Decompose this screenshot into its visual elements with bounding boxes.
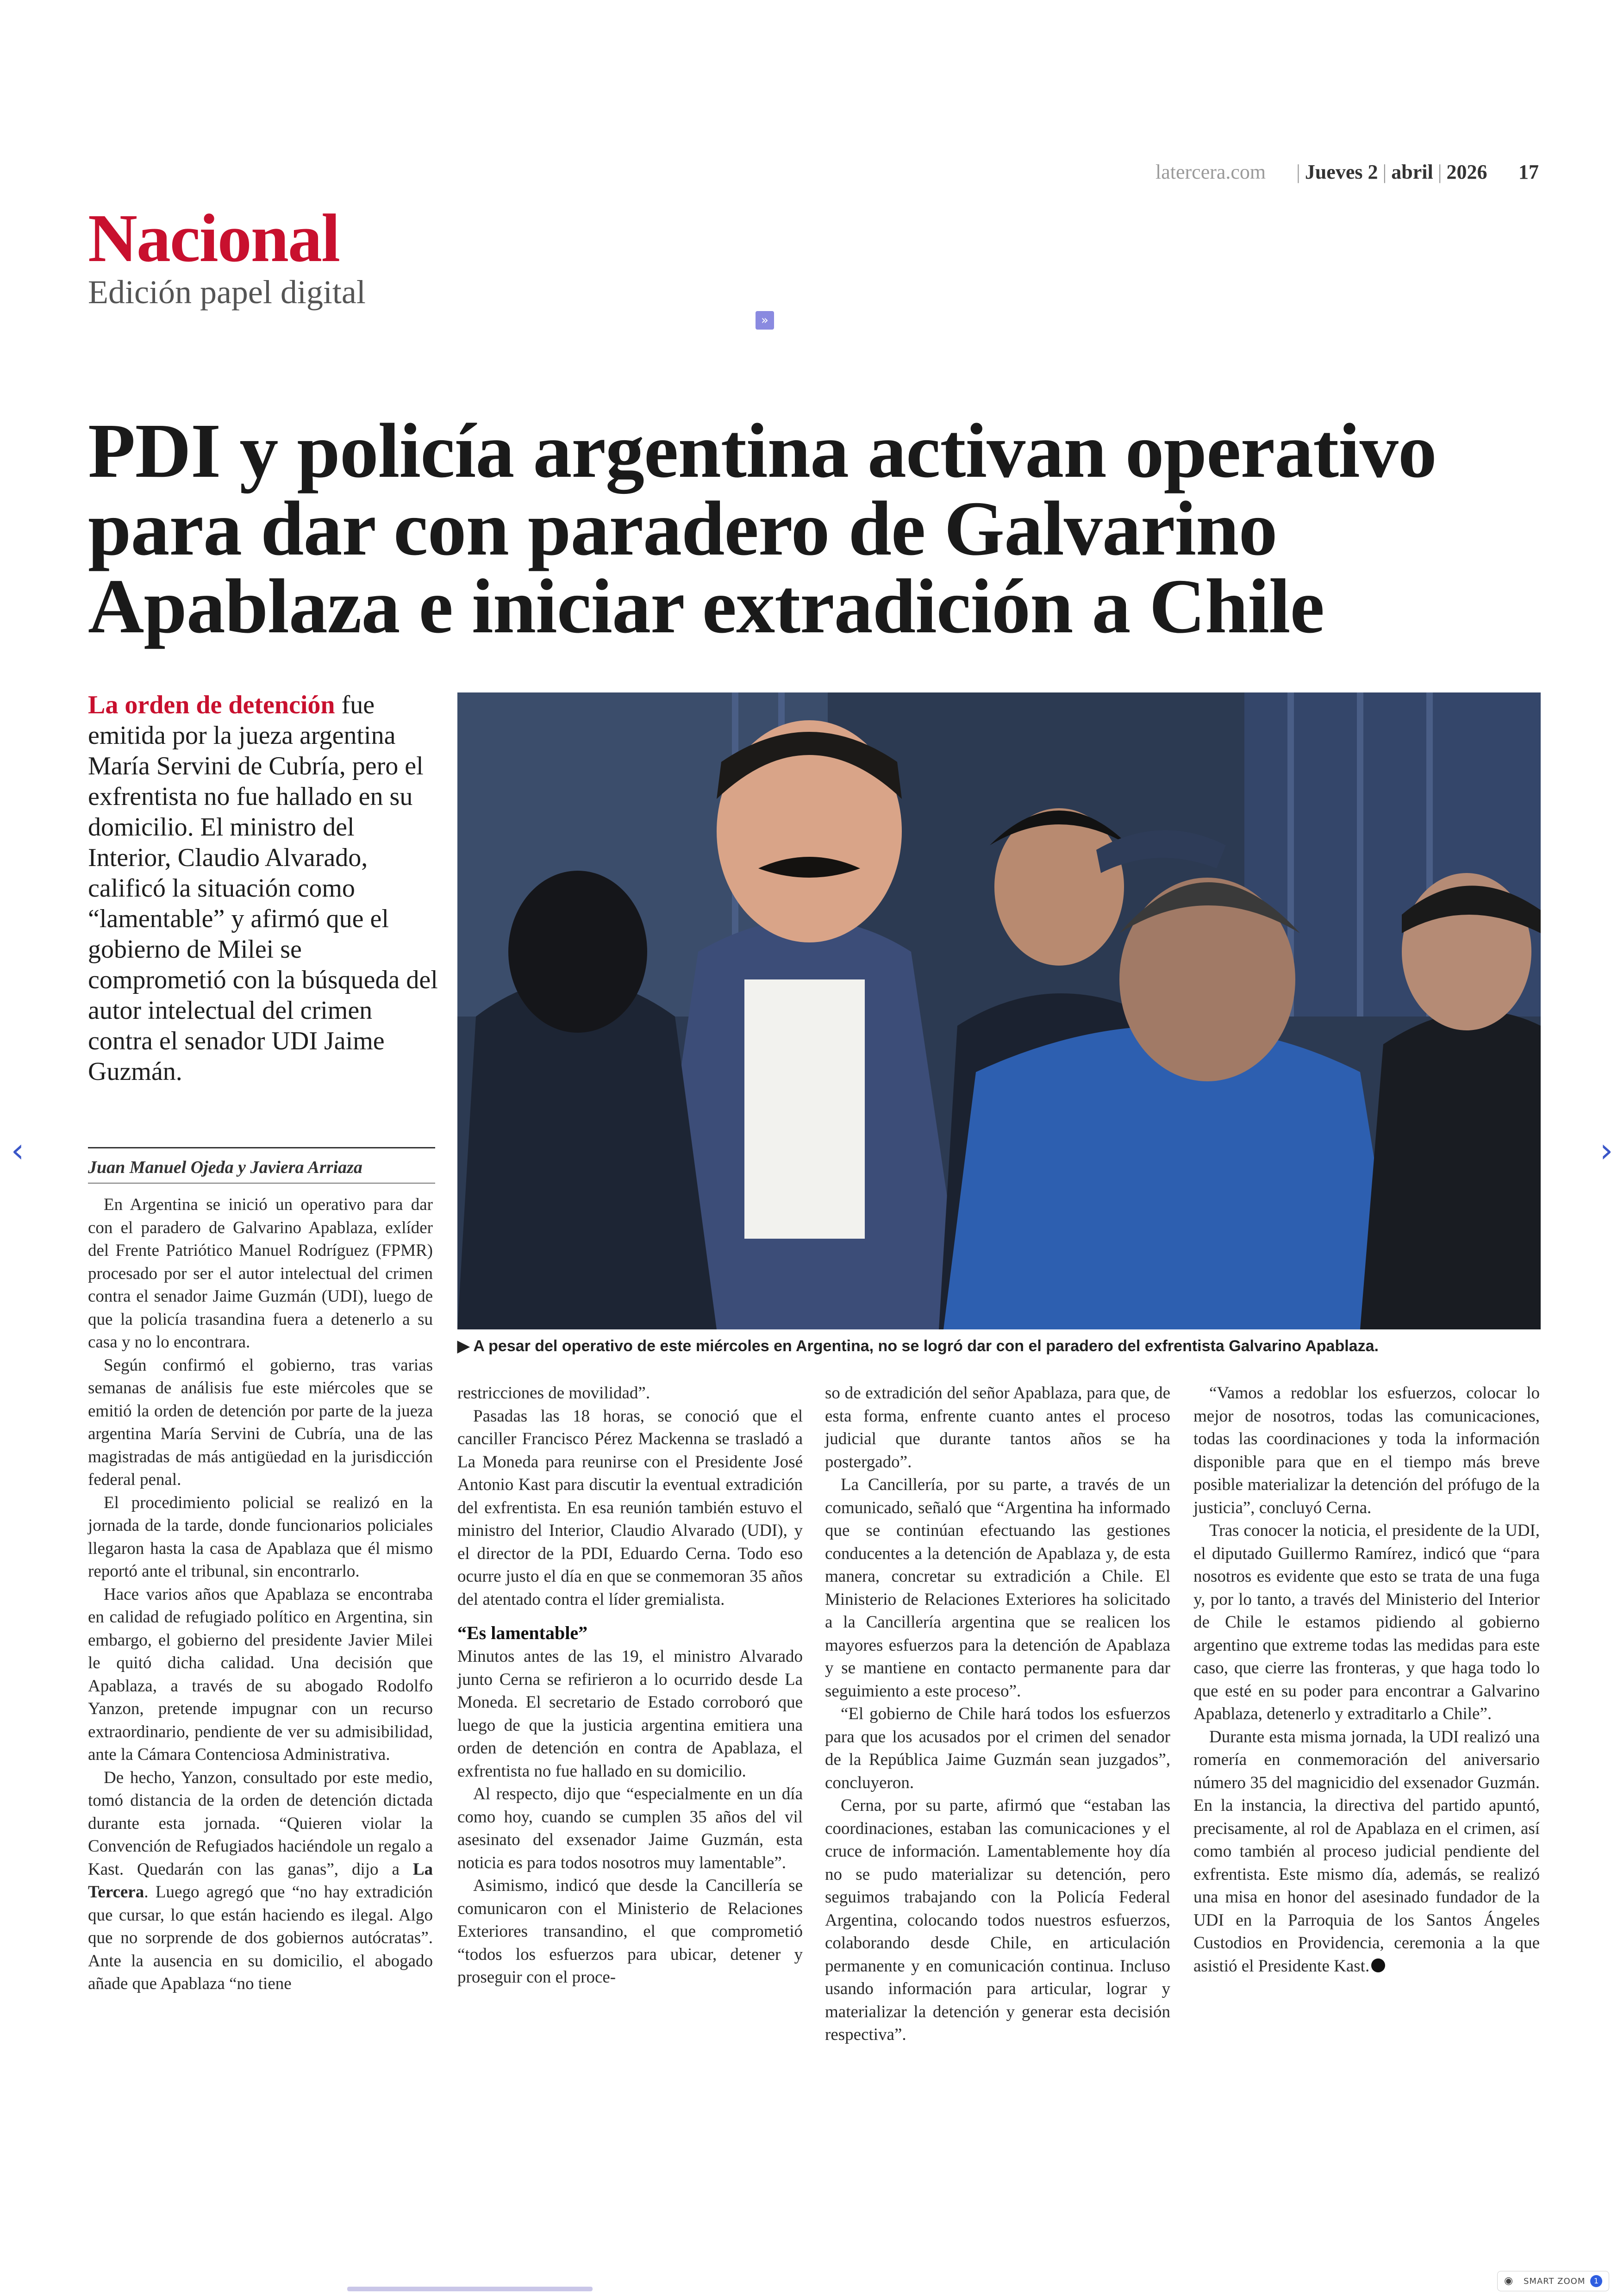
paragraph: En Argentina se inició un operativo para dar con el paradero de Galvarino Apablaza, exlíder del Frente Patriótico Manuel Rodríguez (FPMR) procesado por ser el autor intelectual del crimen contra el senador Jaime Guzmán (UDI), luego de que la policía trasandina fuera a detenerlo a su casa y no lo encontrara. — [88, 1195, 433, 1352]
lead-text: fue emitida por la jueza argentina María Servini de Cubría, pero el exfrentista no fue hallado en su domicilio. El ministro del Interior, Claudio Alvarado, calificó la situación como “lamentable” y afirmó que el gobierno de Milei se comprometió con la búsqueda del autor intelectual del crimen contra el senador UDI Jaime Guzmán. — [88, 691, 438, 1086]
article-column-1 — [88, 1193, 433, 1996]
eye-icon: ◉ — [1504, 2275, 1513, 2287]
chevron-left-icon[interactable]: ‹ — [11, 1131, 25, 1170]
paragraph — [1193, 1726, 1540, 1978]
smart-zoom-button[interactable] — [1497, 2271, 1609, 2291]
newspaper-name: La Tercera — [88, 1859, 433, 1902]
article-lead — [88, 690, 440, 1087]
paragraph: “El gobierno de Chile hará todos los esfuerzos para que los acusados por el crimen del senador de la República Jaime Guzmán sean juzgados”, concluyeron. — [825, 1704, 1170, 1792]
paragraph: Asimismo, indicó que desde la Cancillería se comunicaron con el Ministerio de Relaciones Exteriores transandino, el que comprometió “todos los esfuerzos para ubicar, detener y proseguir con el proce- — [457, 1876, 803, 1987]
paragraph: Cerna, por su parte, afirmó que “estaban las coordinaciones, estaban las comunicaciones y el cruce de información. Lamentablemente hoy día no se pudo materializar su detención, pero seguimos trabajando con la Policía Federal Argentina, colocando todos nuestros esfuerzos, colaborando desde Chile, en articulación permanente y en comunicación continua. Incluso usando información para articular, lograr y materializar la detención y generar esta decisión respectiva”. — [825, 1796, 1170, 2044]
paragraph: “Vamos a redoblar los esfuerzos, colocar lo mejor de nosotros, todas las comunicaciones, todas las coordinaciones y toda la información disponible para que en el tiempo más breve posible materializar la detención del prófugo de la justicia”, concluyó Cerna. — [1193, 1384, 1540, 1517]
divider — [88, 1147, 435, 1148]
paragraph-text: De hecho, Yanzon, consultado por este medio, tomó distancia de la orden de detención dictada durante esta jornada. “Quieren violar la Convención de Refugiados haciéndole un regalo a Kast. Quedarán con las ganas”, dijo a — [88, 1768, 433, 1879]
paragraph: La Cancillería, por su parte, a través de un comunicado, señaló que “Argentina ha informado que se continúan efectuando las gestiones conducentes a la detención de Apablaza y, de esta manera, concretar su extradición a Chile. El Ministerio de Relaciones Exteriores ha solicitado a la Cancillería argentina que se realicen los mayores esfuerzos para la detención de Apablaza y se mantiene en contacto permanente para dar seguimiento a este proceso”. — [825, 1475, 1170, 1701]
edition-subtitle: Edición papel digital — [88, 274, 366, 311]
paragraph-text: Durante esta misma jornada, la UDI realizó una romería en conmemoración del aniversario número 35 del magnicidio del exsenador Guzmán. En la instancia, la directiva del partido apuntó, precisamente, al rol de Apablaza en el crimen, así como también al proceso judicial pendiente del exfrentista. Este mismo día, además, se realizó una misa en honor del asesinado fundador de la UDI en la Parroquia de los Santos Ángeles Custodios en Providencia, ceremonia a la que asistió el Presidente Kast. — [1193, 1727, 1540, 1976]
subheading: “Es lamentable” — [457, 1622, 588, 1643]
issue-date: | Jueves 2 | abril | 2026 — [1296, 161, 1487, 183]
paragraph: Hace varios años que Apablaza se encontraba en calidad de refugiado político en Argentina, sin embargo, el gobierno del presidente Javier Milei le quitó dicha calidad. Una decisión que Apablaza, a través de su abogado Rodolfo Yanzon, pretende impugnar con un recurso extraordinario, pendiente de ver su admisibilidad, ante la Cámara Contenciosa Administrativa. — [88, 1584, 433, 1764]
paragraph: so de extradición del señor Apablaza, para que, de esta forma, enfrente cuanto antes el proceso judicial que durante tantos años se ha postergado”. — [825, 1384, 1170, 1472]
paragraph: restricciones de movilidad”. — [457, 1384, 650, 1403]
chevron-right-icon[interactable]: › — [1599, 1131, 1613, 1170]
paragraph — [88, 1766, 433, 1996]
byline: Juan Manuel Ojeda y Javiera Arriaza — [88, 1158, 362, 1177]
year: 2026 — [1446, 161, 1487, 183]
article-headline: PDI y policía argentina activan operativo para dar con paradero de Galvarino Apablaza e iniciar extradición a Chile — [88, 408, 1437, 649]
paragraph: Tras conocer la noticia, el presidente de la UDI, el diputado Guillermo Ramírez, indicó que “para nosotros es evidente que esto se trata de una fuga y, por lo tanto, a través del Ministerio del Interior de Chile le estamos pidiendo al gobierno argentino que extreme todas las medidas para este caso, que cierre las fronteras, y que haga todo lo que esté en su poder para encontrar a Galvarino Apablaza, detenerlo y extraditarlo a Chile”. — [1193, 1521, 1540, 1723]
article-column-2 — [457, 1382, 803, 1989]
page-scroll-indicator[interactable] — [347, 2287, 593, 2291]
weekday: Jueves 2 — [1305, 161, 1378, 183]
expand-icon[interactable]: » — [756, 311, 774, 330]
section-title: Nacional — [88, 200, 340, 276]
photo-caption: ▶ A pesar del operativo de este miércoles en Argentina, no se logró dar con el paradero del exfrentista Galvarino Apablaza. — [457, 1337, 1379, 1355]
paragraph: Pasadas las 18 horas, se conoció que el canciller Francisco Pérez Mackenna se trasladó a La Moneda para reunirse con el Presidente José Antonio Kast para discutir la eventual extradición del exfrentista. En esa reunión también estuvo el ministro del Interior, Claudio Alvarado (UDI), y el director de la PDI, Eduardo Cerna. Todo eso ocurre justo el día en que se conmemoran 35 años del atentado contra el líder gremialista. — [457, 1406, 803, 1609]
end-of-article-icon — [1371, 1958, 1385, 1972]
paragraph: Minutos antes de las 19, el ministro Alvarado junto Cerna se refirieron a lo ocurrido desde La Moneda. El secretario de Estado corroboró que luego de que la justicia argentina emitiera una orden de detención en contra de Apablaza, el exfrentista no fue hallado en su domicilio. — [457, 1647, 803, 1781]
smart-zoom-count: 1 — [1590, 2275, 1602, 2287]
page-number: 17 — [1518, 161, 1539, 183]
lead-highlight: La orden de detención — [88, 691, 335, 719]
article-column-3 — [825, 1382, 1170, 2046]
article-photo — [457, 692, 1541, 1329]
divider — [88, 1183, 435, 1184]
month: abril — [1391, 161, 1433, 183]
paragraph: El procedimiento policial se realizó en la jornada de la tarde, donde funcionarios policiales llegaron hasta la casa de Apablaza que él mismo reportó ante el tribunal, sin encontrarlo. — [88, 1493, 433, 1581]
site-name: latercera.com — [1156, 161, 1266, 183]
article-column-4 — [1193, 1382, 1540, 1977]
paragraph-text: . Luego agregó que “no hay extradición que cursar, lo que están haciendo es ilegal. Algo que no sorprende de dos gobiernos autócratas”. Ante la ausencia en su domicilio, el abogado añade que Apablaza “no tiene — [88, 1883, 433, 1993]
paragraph: Según confirmó el gobierno, tras varias semanas de análisis fue este miércoles que se emitió la orden de detención por parte de la jueza argentina María Servini de Cubría, una de las magistradas de más antigüedad en la jurisdicción federal penal. — [88, 1355, 433, 1489]
smart-zoom-label: SMART ZOOM — [1524, 2276, 1586, 2286]
paragraph: Al respecto, dijo que “especialmente en un día como hoy, cuando se cumplen 35 años del vil asesinato del exsenador Jaime Guzmán, esta noticia es para todos nosotros muy lamentable”. — [457, 1784, 803, 1872]
